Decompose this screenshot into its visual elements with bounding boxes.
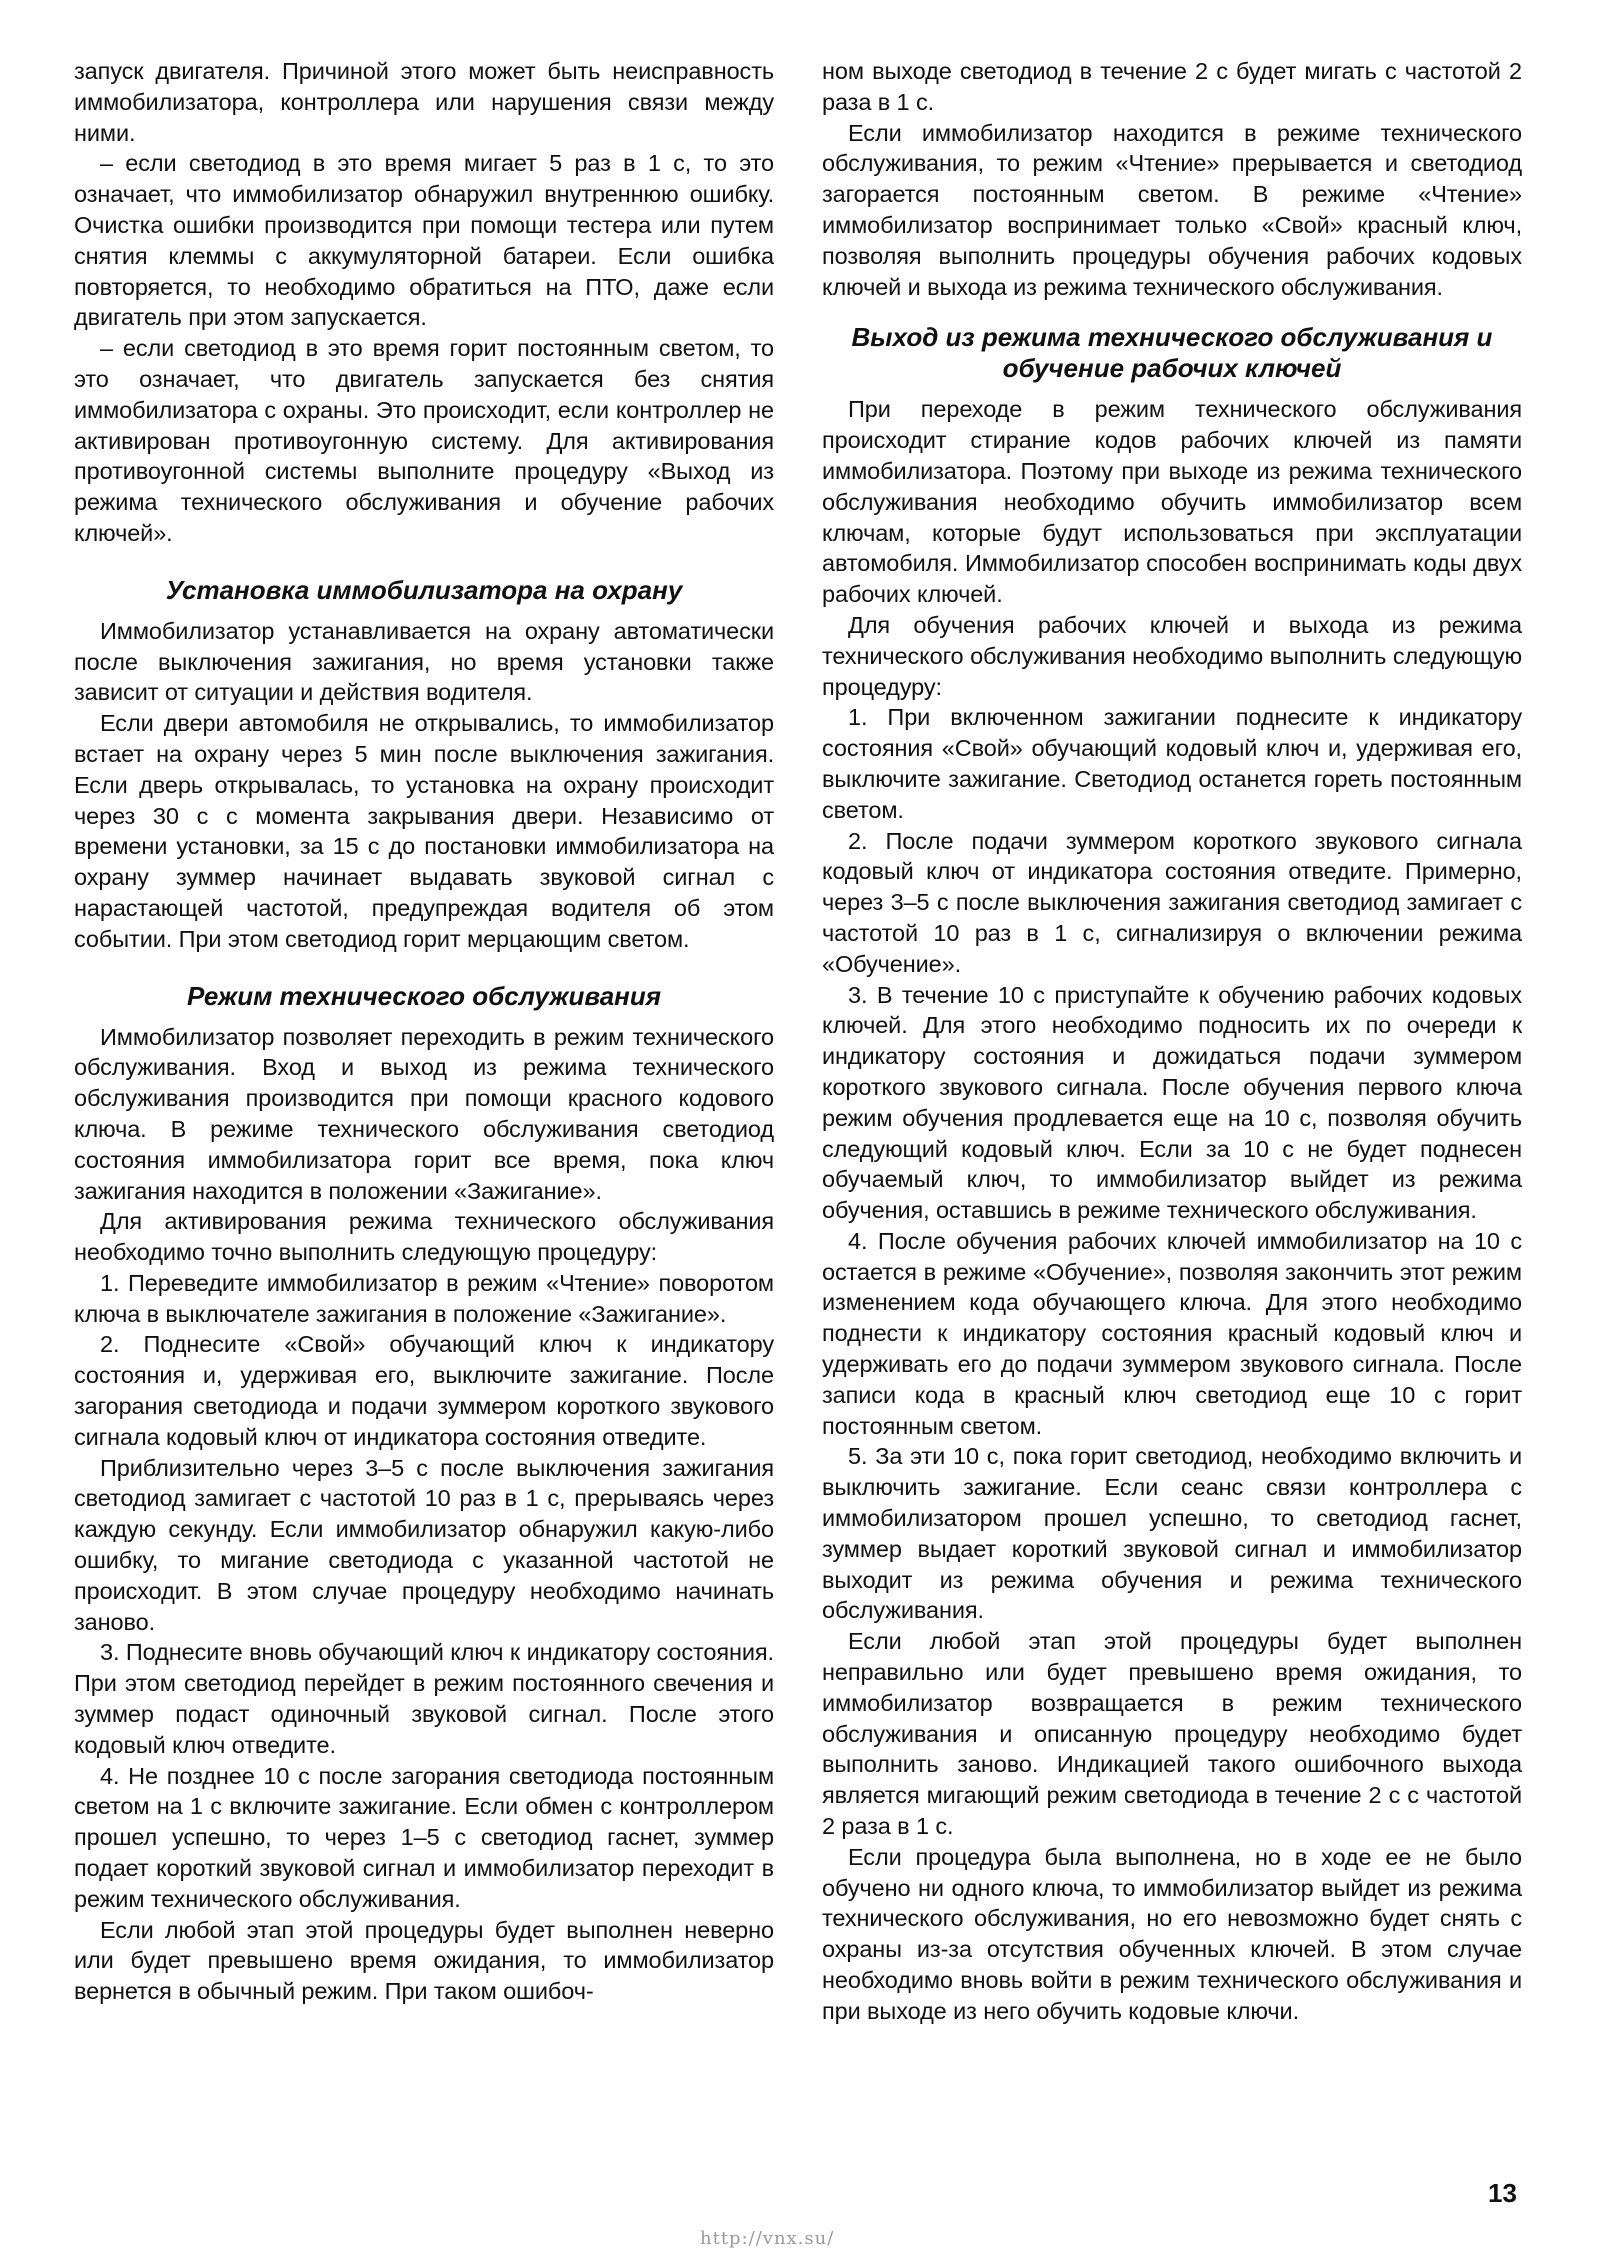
section-heading: Режим технического обслуживания (186, 980, 662, 1011)
paragraph: Если любой этап этой процедуры будет выполнен неверно или будет превышено время ожидания, то иммобилизатор вернется в обычный режим. При таком ошибоч- (74, 1916, 774, 2005)
paragraph: Если процедура была выполнена, но в ходе ее не было обучено ни одного ключа, то иммобилизатор выйдет из режима технического обслуживания, но его невозможно будет снять с охраны из-за отсутствия обученных ключей. В этом случае необходимо вновь войти в режим технического обслуживания и при выходе из него обучить кодовые ключи. (822, 1843, 1522, 2024)
footer-url[interactable]: http://vnx.su/ (700, 2228, 835, 2249)
right-column (822, 56, 1522, 2027)
list-item: 1. Переведите иммобилизатор в режим «Чтение» поворотом ключа в выключателе зажигания в положение «Зажигание». (74, 1269, 774, 1327)
paragraph: Иммобилизатор устанавливается на охрану автоматически после выключения зажигания, но время установки также зависит от ситуации и действия водителя. (74, 617, 774, 706)
list-item: 2. Поднесите «Свой» обучающий ключ к индикатору состояния и, удерживая его, выключите зажигание. После загорания светодиода и подачи зуммером короткого звукового сигнала кодовый ключ от индикатора состояния отведите. (74, 1331, 774, 1450)
paragraph: Если двери автомобиля не открывались, то иммобилизатор встает на охрану через 5 мин после выключения зажигания. Если дверь открывалась, то установка на охрану происходит через 30 с с момента закрывания двери. Независимо от времени установки, за 15 с до постановки иммобилизатора на охрану зуммер начинает выдавать звуковой сигнал с нарастающей частотой, предупреждая водителя об этом событии. При этом светодиод горит мерцающим светом. (74, 710, 774, 952)
paragraph: Если иммобилизатор находится в режиме технического обслуживания, то режим «Чтение» прерывается и светодиод загорается постоянным светом. В режиме «Чтение» иммобилизатор воспринимает только «Свой» красный ключ, позволяя выполнить процедуры обучения рабочих кодовых ключей и выхода из режима технического обслуживания. (822, 119, 1522, 300)
paragraph: Для обучения рабочих ключей и выхода из режима технического обслуживания необходимо выполнить следующую процедуру: (822, 611, 1522, 700)
paragraph: Иммобилизатор позволяет переходить в режим технического обслуживания. Вход и выход из режима технического обслуживания производится при помощи красного кодового ключа. В режиме технического обслуживания светодиод состояния иммобилизатора горит все время, пока ключ зажигания находится в положении «Зажигание». (74, 1023, 774, 1204)
list-item: 1. При включенном зажигании поднесите к индикатору состояния «Свой» обучающий кодовый ключ и, удерживая его, выключите зажигание. Светодиод останется гореть постоянным светом. (822, 704, 1522, 823)
page-number: 13 (1488, 2178, 1517, 2208)
section-heading: Установка иммобилизатора на охрану (165, 574, 683, 605)
paragraph: Приблизительно через 3–5 с после выключения зажигания светодиод замигает с частотой 10 раз в 1 с, прерываясь через каждую секунду. Если иммобилизатор обнаружил какую-либо ошибку, то мигание светодиода с указанной частотой не происходит. В этом случае процедуру необходимо начинать заново. (74, 1454, 774, 1635)
list-item: 4. Не позднее 10 с после загорания светодиода постоянным светом на 1 с включите зажигание. Если обмен с контроллером прошел успешно, то через 1–5 с светодиод гаснет, зуммер подает короткий звуковой сигнал и иммобилизатор переходит в режим технического обслуживания. (74, 1762, 774, 1912)
list-item: 2. После подачи зуммером короткого звукового сигнала кодовый ключ от индикатора состояния отведите. Примерно, через 3–5 с после выключения зажигания светодиод замигает с частотой 10 раз в 1 с, сигнализируя о включении режима «Обучение». (822, 827, 1522, 977)
paragraph: При переходе в режим технического обслуживания происходит стирание кодов рабочих ключей из памяти иммобилизатора. Поэтому при выходе из режима технического обслуживания необходимо обучить иммобилизатор всем ключам, которые будут использоваться при эксплуатации автомобиля. Иммобилизатор способен воспринимать коды двух рабочих ключей. (822, 396, 1522, 608)
paragraph: Если любой этап этой процедуры будет выполнен неправильно или будет превышено время ожидания, то иммобилизатор возвращается в режим технического обслуживания и описанную процедуру необходимо будет выполнить заново. Индикацией такого ошибочного выхода является мигающий режим светодиода в течение 2 с с частотой 2 раза в 1 с. (822, 1628, 1522, 1840)
paragraph: – если светодиод в это время мигает 5 раз в 1 с, то это означает, что иммобилизатор обнаружил внутреннюю ошибку. Очистка ошибки производится при помощи тестера или путем снятия клеммы с аккумуляторной батареи. Если ошибка повторяется, то необходимо обратиться на ПТО, даже если двигатель при этом запускается. (74, 150, 774, 331)
list-item: 3. В течение 10 с приступайте к обучению рабочих кодовых ключей. Для этого необходимо подносить их по очереди к индикатору состояния и дожидаться подачи зуммером короткого звукового сигнала. После обучения первого ключа режим обучения продлевается еще на 10 с, позволяя обучить следующий кодовый ключ. Если за 10 с не будет поднесен обучаемый ключ, то иммобилизатор выйдет из режима обучения, оставшись в режиме технического обслуживания. (822, 981, 1522, 1224)
list-item: 4. После обучения рабочих ключей иммобилизатор на 10 с остается в режиме «Обучение», позволяя закончить этот режим изменением кода обучающего ключа. Для этого необходимо поднести к индикатору состояния красный кодовый ключ и удерживать его до подачи зуммером звукового сигнала. После записи кода в красный ключ светодиод еще 10 с горит постоянным светом. (822, 1227, 1522, 1439)
section-heading: Выход из режима технического обслуживания и обучение рабочих ключей (851, 322, 1493, 384)
list-item: 3. Поднесите вновь обучающий ключ к индикатору состояния. При этом светодиод перейдет в режим постоянного свечения и зуммер подаст одиночный звуковой сигнал. После этого кодовый ключ отведите. (74, 1639, 774, 1758)
paragraph: ном выходе светодиод в течение 2 с будет мигать с частотой 2 раза в 1 с. (822, 58, 1522, 115)
list-item: 5. За эти 10 с, пока горит светодиод, необходимо включить и выключить зажигание. Если сеанс связи контроллера с иммобилизатором прошел успешно, то светодиод гаснет, зуммер выдает короткий звуковой сигнал и иммобилизатор выходит из режима обучения и режима технического обслуживания. (822, 1443, 1522, 1624)
left-column (74, 56, 774, 2007)
paragraph: Для активирования режима технического обслуживания необходимо точно выполнить следующую процедуру: (74, 1208, 774, 1266)
paragraph: – если светодиод в это время горит постоянным светом, то это означает, что двигатель запускается без снятия иммобилизатора с охраны. Это происходит, если контроллер не активирован противоугонную систему. Для активирования противоугонной системы выполните процедуру «Выход из режима технического обслуживания и обучение рабочих ключей». (74, 335, 774, 546)
paragraph: запуск двигателя. Причиной этого может быть неисправность иммобилизатора, контроллера или нарушения связи между ними. (74, 58, 774, 146)
